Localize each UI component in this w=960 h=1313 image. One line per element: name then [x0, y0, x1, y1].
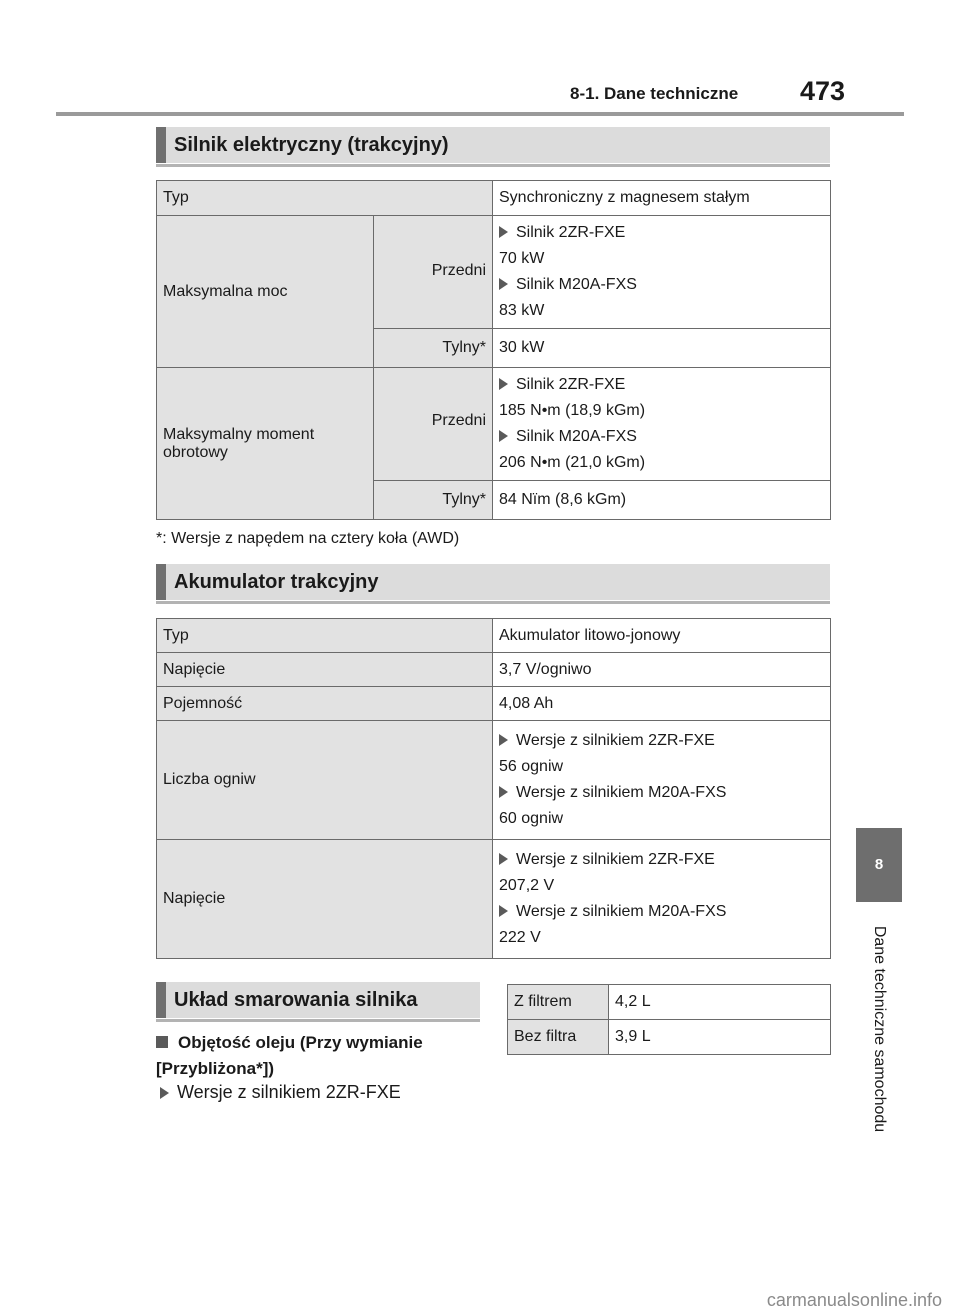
power-front-label: Przedni [373, 216, 492, 329]
table-row [157, 687, 831, 721]
torque-front-label: Przedni [373, 368, 492, 481]
section-title: 8-1. Dane techniczne [570, 84, 739, 103]
table-row [157, 181, 831, 216]
table-row [157, 619, 831, 653]
pack-voltage-label: Napięcie [157, 840, 493, 959]
variant-label: Wersje z silnikiem 2ZR-FXE [516, 851, 715, 868]
battery-type-value: Akumulator litowo-jonowy [493, 619, 831, 653]
square-bullet-icon [156, 1036, 168, 1048]
engine-variant-line [160, 1082, 401, 1103]
power-rear-value: 30 kW [493, 329, 831, 368]
battery-spec-table [156, 618, 831, 959]
oil-volume-text: Objętość oleju (Przy wymianie [Przybliżona*]) [156, 1033, 423, 1078]
torque-rear-label: Tylny* [373, 481, 492, 520]
bullet-arrow-icon [160, 1087, 169, 1099]
table-row [157, 216, 831, 329]
watermark: carmanualsonline.info [766, 1290, 942, 1310]
motor-section-heading: Silnik elektryczny (trakcyjny) [156, 127, 830, 163]
torque-front-values [493, 368, 831, 481]
type-label: Typ [157, 181, 493, 216]
variant-label: Wersje z silnikiem 2ZR-FXE [516, 732, 715, 749]
cell-count-label: Liczba ogniw [157, 721, 493, 840]
max-torque-label: Maksymalny moment obrotowy [157, 368, 374, 520]
without-filter-value: 3,9 L [609, 1020, 831, 1055]
bullet-arrow-icon [499, 734, 508, 746]
motor-spec-table [156, 180, 831, 520]
table-row [157, 368, 831, 481]
chapter-side-title-text: Dane techniczne samochodu [871, 925, 888, 1133]
power-front-values [493, 216, 831, 329]
cell-count-value: 60 ogniw [499, 810, 564, 827]
cell-count-value: 56 ogniw [499, 758, 564, 775]
bullet-arrow-icon [499, 430, 508, 442]
power-value: 70 kW [499, 250, 545, 267]
variant-label: Silnik 2ZR-FXE [516, 376, 626, 393]
table-row [157, 840, 831, 959]
page-number: 473 [800, 76, 846, 106]
bullet-arrow-icon [499, 786, 508, 798]
chapter-side-title [856, 906, 902, 1152]
power-value: 83 kW [499, 302, 545, 319]
torque-value: 185 N•m (18,9 kGm) [499, 402, 646, 419]
bullet-arrow-icon [499, 378, 508, 390]
with-filter-value: 4,2 L [609, 985, 831, 1020]
cell-count-values [493, 721, 831, 840]
battery-section-heading: Akumulator trakcyjny [156, 564, 830, 600]
cell-voltage-value: 3,7 V/ogniwo [493, 653, 831, 687]
torque-rear-value: 84 Nïm (8,6 kGm) [493, 481, 831, 520]
header-divider [56, 112, 904, 116]
pack-voltage-values [493, 840, 831, 959]
bullet-arrow-icon [499, 853, 508, 865]
variant-label: Wersje z silnikiem M20A-FXS [516, 784, 727, 801]
pack-voltage-value: 207,2 V [499, 877, 555, 894]
torque-value: 206 N•m (21,0 kGm) [499, 454, 646, 471]
battery-type-label: Typ [157, 619, 493, 653]
bullet-arrow-icon [499, 226, 508, 238]
table-row [157, 653, 831, 687]
with-filter-label: Z filtrem [508, 985, 609, 1020]
pack-voltage-value: 222 V [499, 929, 541, 946]
table-row [157, 721, 831, 840]
bullet-arrow-icon [499, 278, 508, 290]
max-power-label: Maksymalna moc [157, 216, 374, 368]
bullet-arrow-icon [499, 905, 508, 917]
table-row [508, 1020, 831, 1055]
oil-volume-heading [156, 1030, 476, 1082]
cell-voltage-label: Napięcie [157, 653, 493, 687]
variant-label: Silnik M20A-FXS [516, 428, 637, 445]
awd-footnote: *: Wersje z napędem na cztery koła (AWD) [156, 530, 460, 547]
capacity-label: Pojemność [157, 687, 493, 721]
variant-label: Silnik 2ZR-FXE [516, 224, 626, 241]
without-filter-label: Bez filtra [508, 1020, 609, 1055]
oil-capacity-table [507, 984, 831, 1055]
type-value: Synchroniczny z magnesem stałym [493, 181, 831, 216]
power-rear-label: Tylny* [373, 329, 492, 368]
capacity-value: 4,08 Ah [493, 687, 831, 721]
lubrication-section-heading: Układ smarowania silnika [156, 982, 480, 1018]
variant-label: Silnik M20A-FXS [516, 276, 637, 293]
variant-label: Wersje z silnikiem M20A-FXS [516, 903, 727, 920]
table-row [508, 985, 831, 1020]
engine-variant-text: Wersje z silnikiem 2ZR-FXE [177, 1082, 401, 1102]
chapter-tab: 8 [856, 828, 902, 902]
